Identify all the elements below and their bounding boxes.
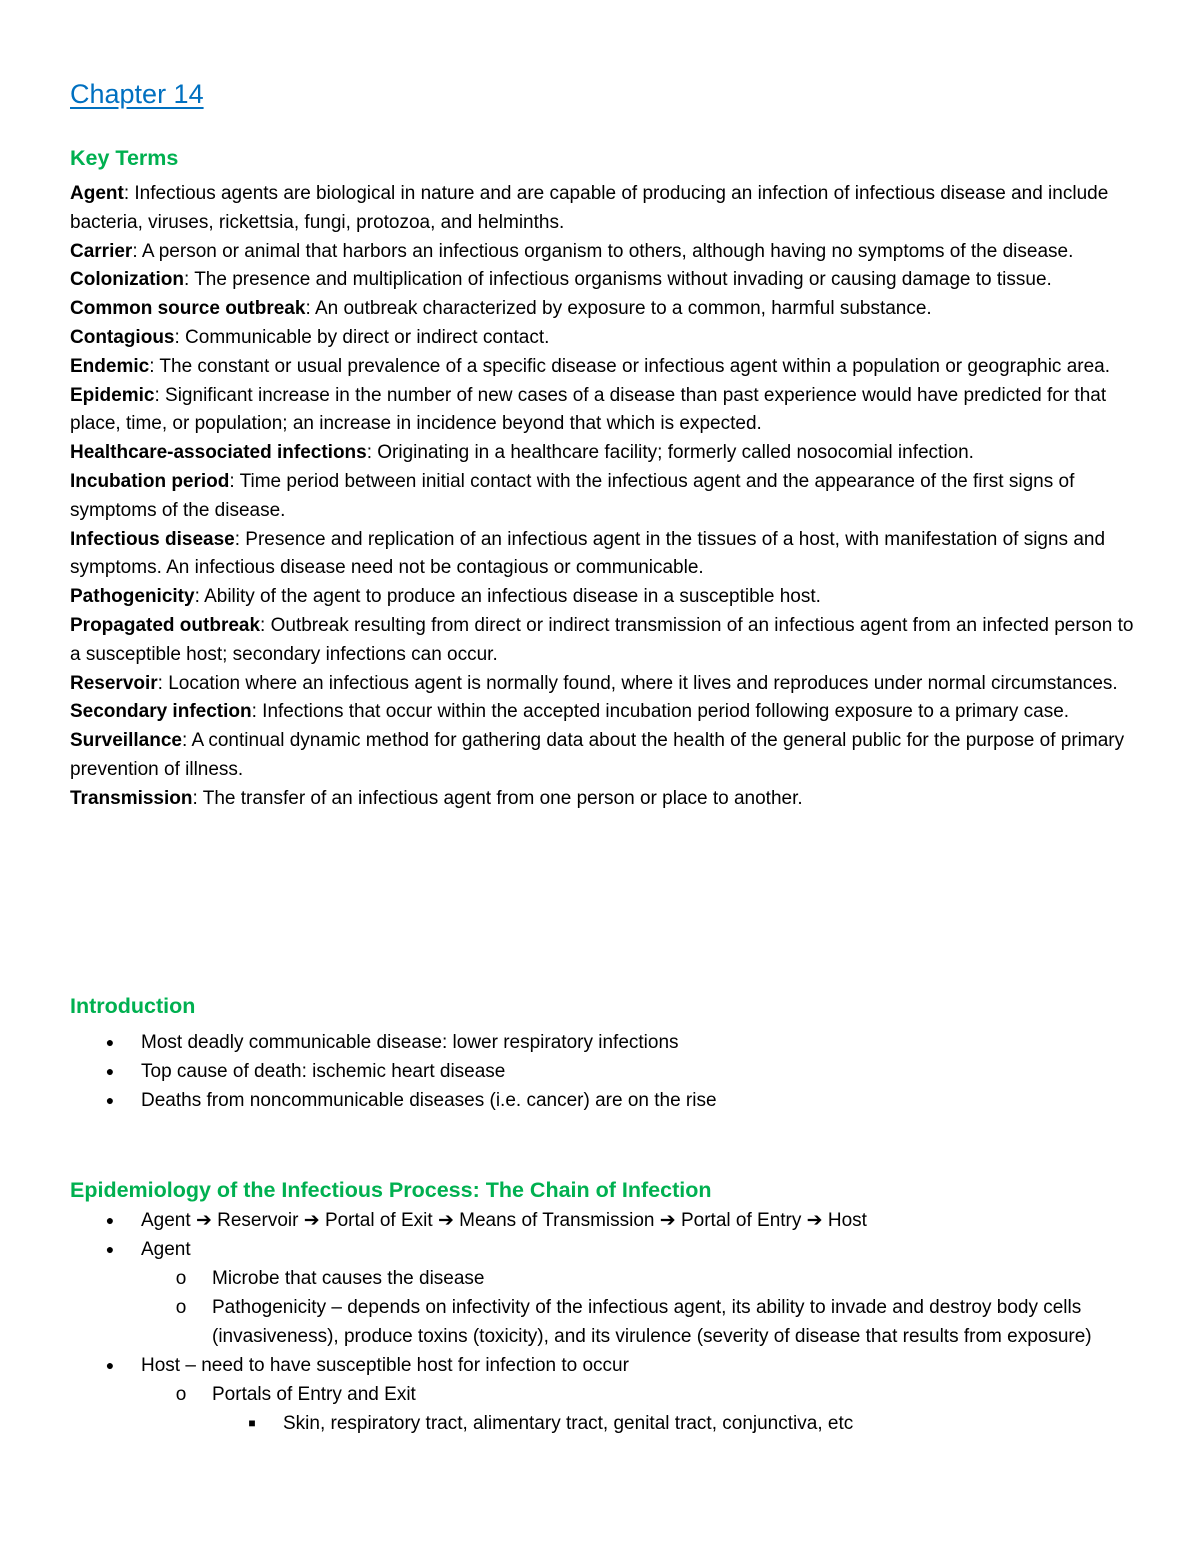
- key-term-definition: : The transfer of an infectious agent from one person or place to another.: [192, 787, 803, 809]
- key-term-name: Infectious disease: [70, 528, 235, 550]
- bullet-icon: ●: [105, 1063, 115, 1079]
- key-term: [70, 353, 1140, 382]
- chapter-title: Chapter 14: [70, 79, 204, 109]
- key-term-definition: : Significant increase in the number of new cases of a disease than past experience would have predicted for that place, time, or population; an increase in incidence beyond that which is expected.: [70, 384, 1107, 435]
- chain-step: Portal of Exit: [324, 1210, 433, 1231]
- key-term: [70, 382, 1140, 440]
- chain-step: Portal of Entry: [680, 1210, 802, 1231]
- key-term-definition: : A person or animal that harbors an infectious organism to others, although having no symptoms of the disease.: [132, 240, 1074, 262]
- key-term-definition: : Location where an infectious agent is normally found, where it lives and reproduces under normal circumstances.: [157, 672, 1118, 694]
- bullet-icon: ●: [105, 1241, 115, 1257]
- key-term-definition: : The constant or usual prevalence of a specific disease or infectious agent within a population or geographic area.: [149, 355, 1111, 377]
- key-term-name: Carrier: [70, 240, 133, 262]
- list-item-text: Deaths from noncommunicable diseases (i.e. cancer) are on the rise: [141, 1090, 717, 1111]
- key-term: [70, 612, 1140, 670]
- chain-sequence: [141, 1210, 867, 1231]
- key-terms-heading: Key Terms: [70, 146, 179, 170]
- circle-bullet-icon: o: [175, 1268, 187, 1289]
- key-terms-list: [70, 180, 1140, 814]
- key-term: [70, 180, 1140, 238]
- key-term-definition: : Originating in a healthcare facility; formerly called nosocomial infection.: [366, 442, 974, 464]
- introduction-heading: Introduction: [70, 994, 196, 1018]
- chain-step: Means of Transmission: [459, 1210, 655, 1231]
- arrow-right-icon: ➔: [303, 1210, 320, 1231]
- key-term-name: Common source outbreak: [70, 298, 306, 320]
- circle-bullet-icon: o: [175, 1297, 187, 1318]
- list-item: [70, 1057, 1140, 1086]
- arrow-right-icon: ➔: [806, 1210, 823, 1231]
- key-term-name: Propagated outbreak: [70, 614, 261, 636]
- key-term-name: Secondary infection: [70, 701, 252, 723]
- list-item: [70, 1028, 1140, 1057]
- list-item: [70, 1293, 1140, 1351]
- key-term-name: Incubation period: [70, 470, 230, 492]
- arrow-right-icon: ➔: [659, 1210, 676, 1231]
- arrow-right-icon: ➔: [195, 1210, 212, 1231]
- bullet-icon: ●: [105, 1357, 115, 1373]
- key-term: [70, 439, 1140, 468]
- chain-of-infection-heading: Epidemiology of the Infectious Process: The Chain of Infection: [70, 1178, 712, 1202]
- bullet-icon: ●: [105, 1092, 115, 1108]
- chain-step: Host: [827, 1210, 867, 1231]
- chain-step: Reservoir: [217, 1210, 299, 1231]
- list-item-text: Top cause of death: ischemic heart disease: [141, 1061, 506, 1082]
- key-term-definition: : Infectious agents are biological in nature and are capable of producing an infection of infectious disease and include bacteria, viruses, rickettsia, fungi, protozoa, and helminths.: [70, 183, 1109, 233]
- key-term-definition: : An outbreak characterized by exposure to a common, harmful substance.: [305, 298, 932, 320]
- list-item-text: Pathogenicity – depends on infectivity of the infectious agent, its ability to invade and destroy body cells (invasiveness), produce toxins (toxicity), and its virulence (severity of disease that results from exposure): [212, 1297, 1092, 1347]
- list-item-text: Skin, respiratory tract, alimentary tract, genital tract, conjunctiva, etc: [283, 1413, 854, 1434]
- list-item: [70, 1351, 1140, 1380]
- key-term-name: Surveillance: [70, 730, 182, 752]
- list-item: [70, 1264, 1140, 1293]
- chain-sequence-item: [70, 1206, 1140, 1235]
- chain-of-infection-list: [70, 1206, 1140, 1438]
- key-term: [70, 583, 1140, 612]
- key-term: [70, 468, 1140, 526]
- list-item-text: Portals of Entry and Exit: [212, 1384, 416, 1405]
- chain-step: Agent: [141, 1210, 191, 1231]
- key-term-name: Agent: [70, 183, 124, 204]
- list-item: [70, 1409, 1140, 1438]
- key-term: [70, 238, 1140, 267]
- list-item: [70, 1380, 1140, 1409]
- key-term-name: Contagious: [70, 326, 175, 348]
- key-term-definition: : A continual dynamic method for gathering data about the health of the general public for the purpose of primary prevention of illness.: [70, 730, 1125, 780]
- key-term-name: Transmission: [70, 787, 193, 809]
- circle-bullet-icon: o: [175, 1384, 187, 1405]
- introduction-list: [70, 1028, 1140, 1115]
- key-term-definition: : The presence and multiplication of infectious organisms without invading or causing damage to tissue.: [183, 269, 1052, 291]
- key-term: [70, 526, 1140, 584]
- key-term: [70, 785, 1140, 814]
- key-term-name: Epidemic: [70, 384, 155, 406]
- list-item: [70, 1086, 1140, 1115]
- key-term: [70, 698, 1140, 727]
- bullet-icon: ●: [105, 1212, 115, 1228]
- list-item-text: Microbe that causes the disease: [212, 1268, 485, 1289]
- list-item-text: Host – need to have susceptible host for infection to occur: [141, 1355, 629, 1376]
- list-item-text: Agent: [141, 1239, 191, 1260]
- key-term-name: Reservoir: [70, 672, 158, 694]
- key-term-name: Endemic: [70, 355, 150, 377]
- key-term-definition: : Communicable by direct or indirect contact.: [174, 326, 550, 348]
- key-term: [70, 295, 1140, 324]
- key-term-definition: : Presence and replication of an infectious agent in the tissues of a host, with manifestation of signs and symptoms. An infectious disease need not be contagious or communicable.: [70, 528, 1106, 579]
- bullet-icon: ●: [105, 1034, 115, 1050]
- key-term-name: Colonization: [70, 269, 184, 291]
- key-term-definition: : Ability of the agent to produce an infectious disease in a susceptible host.: [194, 586, 821, 608]
- key-term-definition: : Infections that occur within the accepted incubation period following exposure to a primary case.: [251, 701, 1070, 723]
- square-bullet-icon: ■: [248, 1416, 256, 1430]
- list-item-text: Most deadly communicable disease: lower respiratory infections: [141, 1032, 679, 1053]
- key-term: [70, 670, 1140, 699]
- key-term-name: Healthcare-associated infections: [70, 442, 367, 464]
- list-item: [70, 1235, 1140, 1264]
- key-term-definition: : Time period between initial contact with the infectious agent and the appearance of the first signs of symptoms of the disease.: [70, 470, 1075, 521]
- key-term: [70, 727, 1140, 785]
- key-term-name: Pathogenicity: [70, 586, 195, 608]
- key-term-definition: : Outbreak resulting from direct or indirect transmission of an infectious agent from an infected person to a susceptible host; secondary infections can occur.: [70, 614, 1134, 665]
- arrow-right-icon: ➔: [437, 1210, 454, 1231]
- key-term: [70, 266, 1140, 295]
- key-term: [70, 324, 1140, 353]
